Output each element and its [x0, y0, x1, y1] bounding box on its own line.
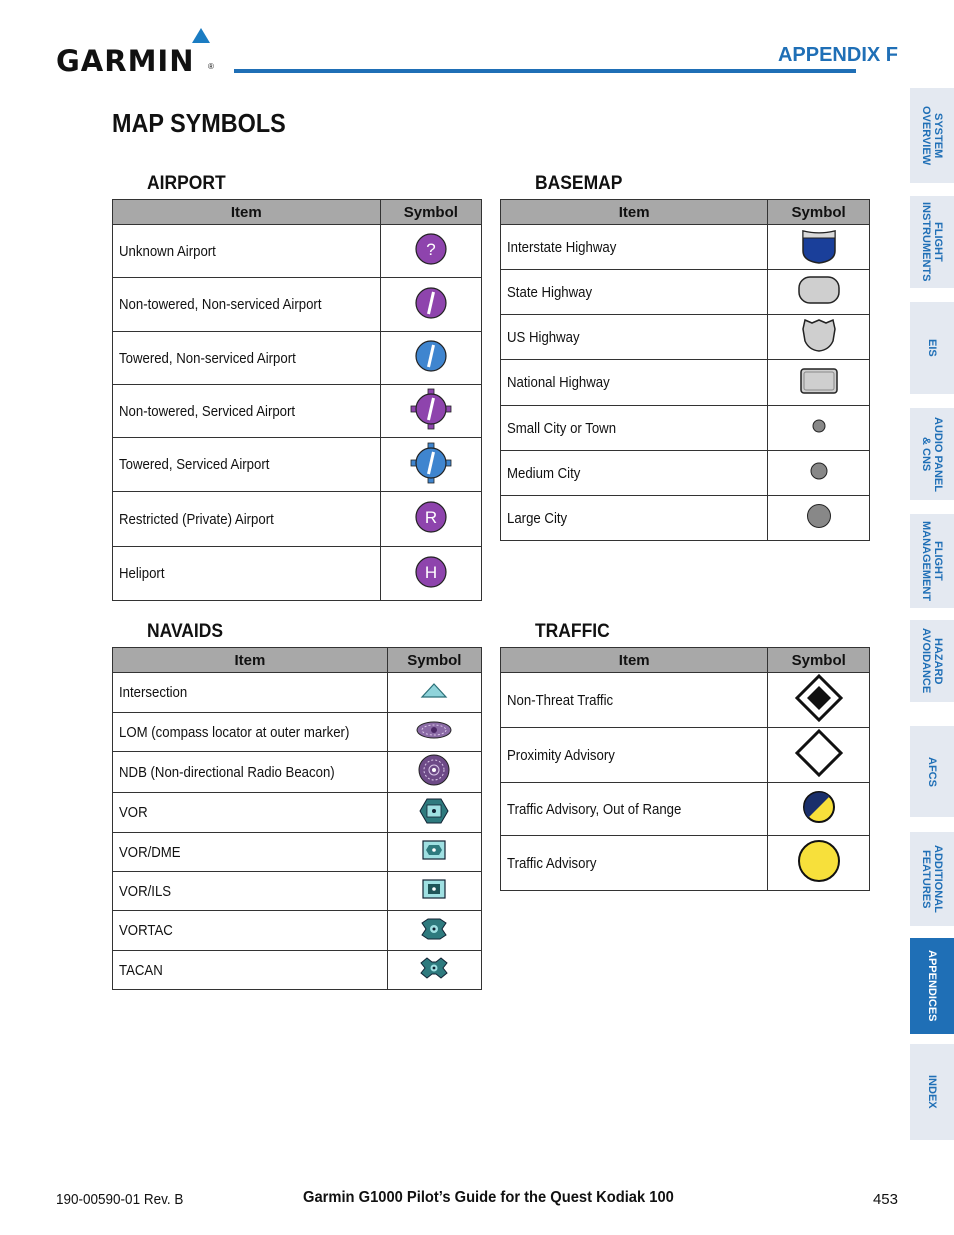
tab-label: AFCS	[926, 756, 938, 787]
symbol-cell	[768, 728, 870, 783]
item-cell	[113, 547, 381, 601]
tab-label: AUDIO PANEL & CNS	[920, 416, 944, 492]
item-label: Proximity Advisory	[507, 746, 615, 764]
item-cell	[501, 673, 768, 728]
tab-audio-panel-cns[interactable]	[910, 408, 954, 500]
garmin-delta-icon	[192, 28, 210, 43]
tab-label: FLIGHT INSTRUMENTS	[920, 202, 944, 282]
table-header-row	[113, 648, 482, 673]
table-row	[501, 406, 870, 451]
table-row	[113, 225, 482, 278]
table-row	[501, 451, 870, 496]
lom-icon	[414, 717, 454, 747]
item-label: Non-towered, Serviced Airport	[119, 402, 296, 420]
table-row	[501, 673, 870, 728]
non-threat-traffic-icon	[794, 673, 844, 727]
item-cell	[501, 225, 768, 270]
traffic-section-title: TRAFFIC	[535, 621, 610, 642]
item-label: VOR	[119, 804, 148, 821]
towered-serviced-airport-icon	[409, 441, 453, 489]
symbol-cell	[768, 406, 870, 451]
tab-flight-instruments[interactable]	[910, 196, 954, 288]
item-cell	[501, 496, 768, 541]
document-number: 190-00590-01 Rev. B	[56, 1191, 184, 1208]
item-cell	[113, 438, 381, 492]
item-label: VORTAC	[119, 922, 173, 939]
state-highway-icon	[796, 273, 842, 311]
heliport-icon	[409, 550, 453, 598]
item-label: LOM (compass locator at outer marker)	[119, 723, 350, 741]
item-cell	[501, 360, 768, 406]
item-label: TACAN	[119, 961, 163, 979]
svg-text:?: ?	[426, 240, 436, 259]
tab-additional-features[interactable]	[910, 832, 954, 926]
item-cell	[501, 451, 768, 496]
vor-icon	[418, 796, 450, 830]
airport-section-title: AIRPORT	[147, 173, 226, 194]
symbol-cell	[768, 836, 870, 891]
symbol-cell	[380, 492, 481, 547]
garmin-logo	[56, 28, 221, 78]
nontowered-serviced-airport-icon	[409, 387, 453, 435]
item-label: Non-Threat Traffic	[507, 691, 614, 709]
us-highway-icon	[799, 317, 839, 357]
item-label: US Highway	[507, 328, 580, 346]
interstate-shield-icon	[799, 225, 839, 269]
symbol-cell	[768, 360, 870, 406]
symbol-cell	[387, 713, 481, 752]
large-city-icon	[804, 501, 834, 535]
tab-label: HAZARD AVOIDANCE	[920, 628, 944, 694]
symbol-cell	[387, 872, 481, 911]
column-header-symbol: Symbol	[387, 648, 481, 673]
tab-system-overview[interactable]	[910, 88, 954, 183]
table-row	[501, 836, 870, 891]
item-label: Interstate Highway	[507, 238, 617, 256]
towered-nonserviced-airport-icon	[409, 334, 453, 382]
basemap-table	[500, 199, 870, 541]
item-cell	[113, 385, 381, 438]
table-row	[501, 270, 870, 315]
small-city-icon	[809, 416, 829, 440]
item-cell	[501, 406, 768, 451]
item-cell	[113, 492, 381, 547]
column-header-symbol: Symbol	[768, 648, 870, 673]
column-header-item: Item	[113, 200, 381, 225]
item-label: Unknown Airport	[119, 242, 216, 260]
column-header-item: Item	[501, 648, 768, 673]
tab-label: APPENDICES	[926, 950, 938, 1022]
svg-text:R: R	[424, 508, 437, 527]
vor-ils-icon	[420, 877, 448, 905]
item-label: Intersection	[119, 684, 188, 701]
symbol-cell	[380, 385, 481, 438]
symbol-cell	[768, 225, 870, 270]
item-label: Small City or Town	[507, 419, 617, 437]
symbol-cell	[768, 783, 870, 836]
item-label: Non-towered, Non-serviced Airport	[119, 296, 322, 313]
tab-flight-management[interactable]	[910, 514, 954, 608]
symbol-cell	[387, 833, 481, 872]
symbol-cell	[768, 451, 870, 496]
table-row	[113, 332, 482, 385]
symbol-cell	[387, 911, 481, 951]
table-row	[113, 793, 482, 833]
symbol-cell	[768, 496, 870, 541]
navaids-table	[112, 647, 482, 990]
item-cell	[113, 872, 388, 911]
table-row	[113, 438, 482, 492]
item-label: State Highway	[507, 283, 593, 301]
item-cell	[113, 911, 388, 951]
item-label: Medium City	[507, 464, 581, 482]
navaids-section-title: NAVAIDS	[147, 621, 224, 642]
item-cell	[113, 951, 388, 990]
table-row	[113, 278, 482, 332]
table-row	[113, 752, 482, 793]
vor-dme-icon	[420, 838, 448, 866]
item-cell	[501, 836, 768, 891]
appendix-label: APPENDIX F	[777, 44, 898, 66]
symbol-cell	[768, 315, 870, 360]
table-row	[501, 225, 870, 270]
item-label: VOR/DME	[119, 843, 181, 861]
item-label: Large City	[507, 509, 568, 527]
column-header-item: Item	[113, 648, 388, 673]
footer-title: Garmin G1000 Pilot’s Guide for the Quest Kodiak 100	[303, 1189, 674, 1206]
item-cell	[113, 713, 388, 752]
symbol-cell	[768, 270, 870, 315]
tab-label: SYSTEM OVERVIEW	[920, 105, 944, 166]
airport-table	[112, 199, 482, 601]
tab-label: FLIGHT MANAGEMENT	[920, 520, 944, 602]
item-label: NDB (Non-directional Radio Beacon)	[119, 763, 335, 781]
column-header-symbol: Symbol	[380, 200, 481, 225]
item-cell	[113, 793, 388, 833]
tab-label: EIS	[926, 339, 938, 357]
table-header-row	[501, 648, 870, 673]
symbol-cell	[380, 438, 481, 492]
table-row	[113, 951, 482, 990]
tab-eis[interactable]	[910, 302, 954, 394]
national-highway-icon	[797, 365, 841, 401]
symbol-cell	[387, 752, 481, 793]
tab-hazard-avoidance[interactable]	[910, 620, 954, 702]
item-cell	[113, 673, 388, 713]
traffic-table	[500, 647, 870, 891]
medium-city-icon	[807, 459, 831, 487]
tab-index[interactable]	[910, 1044, 954, 1140]
symbol-cell	[387, 793, 481, 833]
table-header-row	[113, 200, 482, 225]
item-cell	[113, 752, 388, 793]
symbol-cell	[380, 278, 481, 332]
item-label: National Highway	[507, 374, 610, 391]
symbol-cell	[380, 225, 481, 278]
item-cell	[113, 225, 381, 278]
item-label: VOR/ILS	[119, 882, 172, 900]
table-row	[113, 492, 482, 547]
registered-mark: ®	[208, 62, 214, 71]
item-cell	[501, 728, 768, 783]
table-row	[113, 673, 482, 713]
table-row	[113, 713, 482, 752]
table-row	[501, 496, 870, 541]
item-label: Traffic Advisory	[507, 854, 597, 872]
proximity-advisory-icon	[794, 728, 844, 782]
symbol-cell	[387, 951, 481, 990]
table-row	[501, 728, 870, 783]
symbol-cell	[380, 547, 481, 601]
restricted-airport-icon	[409, 495, 453, 543]
item-label: Restricted (Private) Airport	[119, 510, 274, 528]
table-row	[113, 385, 482, 438]
item-cell	[501, 783, 768, 836]
page-title: MAP SYMBOLS	[112, 108, 286, 138]
header-rule	[234, 69, 856, 73]
symbol-cell	[768, 673, 870, 728]
logo-text: GARMIN	[56, 44, 195, 78]
tab-label: INDEX	[926, 1075, 938, 1109]
tab-afcs[interactable]	[910, 726, 954, 817]
item-label: Towered, Non-serviced Airport	[119, 349, 296, 367]
item-cell	[113, 833, 388, 872]
column-header-symbol: Symbol	[768, 200, 870, 225]
symbol-cell	[380, 332, 481, 385]
item-label: Heliport	[119, 565, 165, 582]
table-header-row	[501, 200, 870, 225]
svg-text:H: H	[424, 562, 437, 582]
item-label: Towered, Serviced Airport	[119, 456, 270, 473]
unknown-airport-icon	[409, 227, 453, 275]
table-row	[501, 783, 870, 836]
table-row	[113, 547, 482, 601]
item-cell	[501, 315, 768, 360]
traffic-advisory-out-of-range-icon	[799, 787, 839, 831]
item-cell	[113, 278, 381, 332]
vortac-icon	[418, 916, 450, 946]
page-number: 453	[872, 1191, 898, 1208]
nontowered-nonserviced-airport-icon	[409, 281, 453, 329]
intersection-icon	[419, 680, 449, 706]
tab-appendices[interactable]	[910, 938, 954, 1034]
traffic-advisory-icon	[794, 836, 844, 890]
table-row	[113, 911, 482, 951]
item-label: Traffic Advisory, Out of Range	[507, 800, 682, 818]
tab-label: ADDITIONAL FEATURES	[920, 845, 944, 913]
table-row	[501, 315, 870, 360]
ndb-icon	[416, 752, 452, 792]
item-cell	[501, 270, 768, 315]
symbol-cell	[387, 673, 481, 713]
table-row	[501, 360, 870, 406]
item-cell	[113, 332, 381, 385]
column-header-item: Item	[501, 200, 768, 225]
basemap-section-title: BASEMAP	[535, 173, 623, 194]
table-row	[113, 872, 482, 911]
table-row	[113, 833, 482, 872]
tacan-icon	[418, 955, 450, 985]
